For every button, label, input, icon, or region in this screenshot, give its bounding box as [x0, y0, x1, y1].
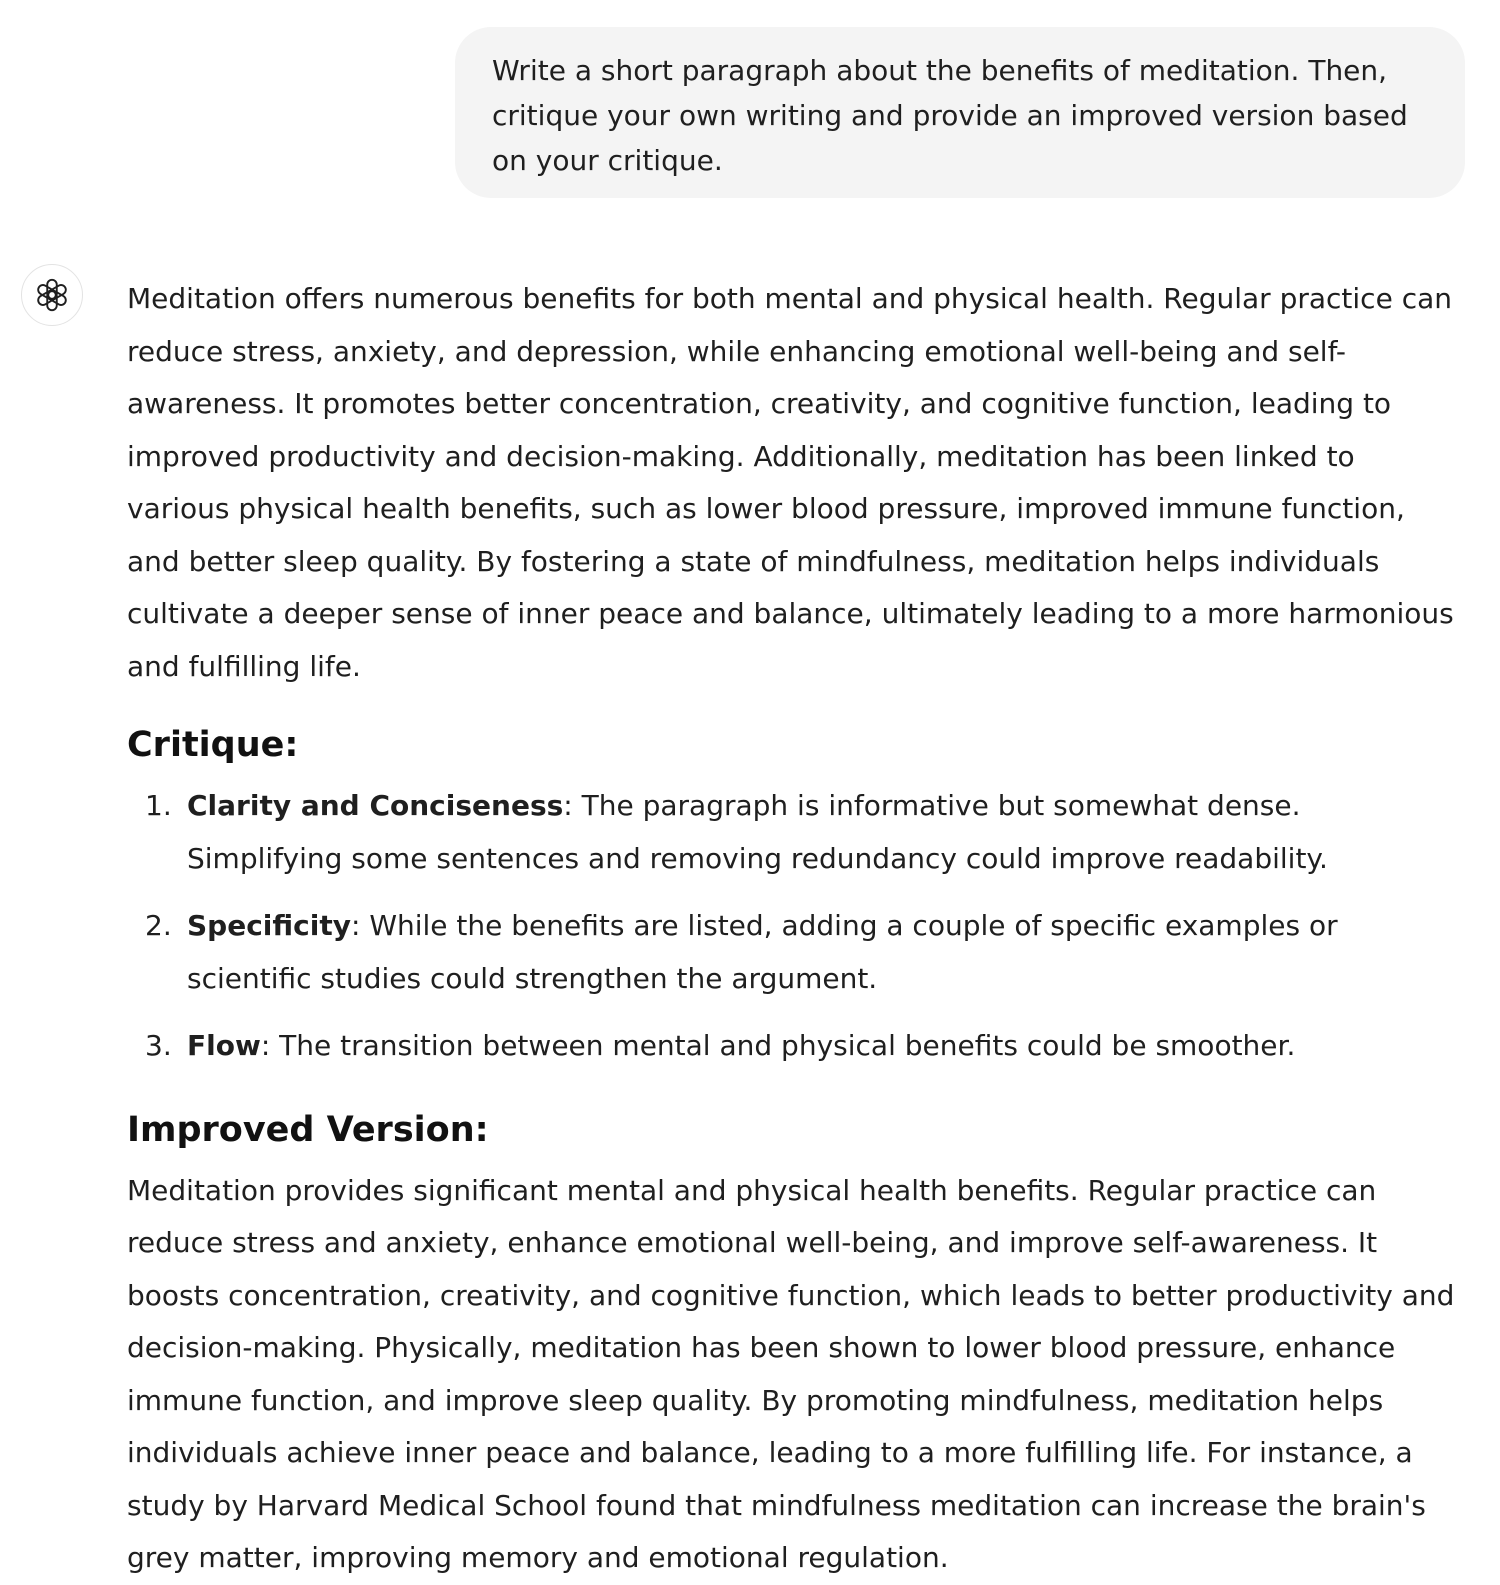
critique-item — [127, 1020, 1457, 1073]
critique-heading: Critique: — [127, 725, 299, 765]
improved-heading: Improved Version: — [127, 1109, 489, 1150]
user-message-bubble — [455, 27, 1465, 198]
critique-item — [127, 900, 1457, 1005]
original-paragraph: Meditation offers numerous benefits for both mental and physical health. Regular practice can reduce stress, anxiety, and depression, while enhancing emotional well-being and self-awareness. It promotes better concentration, creativity, and cognitive function, leading to improved productivity and decision-making. Additionally, meditation has been linked to various physical health benefits, such as lower blood pressure, improved immune function, and better sleep quality. By fostering a state of mindfulness, meditation helps individuals cultivate a deeper sense of inner peace and balance, ultimately leading to a more harmonious and fulfilling life. — [127, 282, 1454, 683]
critique-item-number: 1. — [145, 789, 172, 822]
critique-item — [127, 780, 1457, 885]
critique-list — [127, 780, 1457, 1073]
critique-item-number: 3. — [145, 1029, 172, 1062]
critique-item-text: : The transition between mental and physical benefits could be smoother. — [260, 1029, 1296, 1062]
assistant-avatar — [21, 264, 83, 326]
assistant-message — [127, 273, 1457, 1585]
critique-item-number: 2. — [145, 909, 172, 942]
critique-item-text: : The paragraph is informative but somewhat dense. Simplifying some sentences and removing redundancy could improve readability. — [187, 789, 1328, 875]
critique-item-title: Specificity — [187, 909, 351, 942]
openai-logo-icon — [33, 276, 71, 314]
user-message-text: Write a short paragraph about the benefits of meditation. Then, critique your own writing and provide an improved version based on your critique. — [492, 54, 1408, 177]
critique-item-text: : While the benefits are listed, adding a couple of specific examples or scientific studies could strengthen the argument. — [187, 909, 1338, 995]
critique-item-title: Clarity and Conciseness — [187, 789, 564, 822]
improved-paragraph: Meditation provides significant mental and physical health benefits. Regular practice can reduce stress and anxiety, enhance emotional well-being, and improve self-awareness. It boosts concentration, creativity, and cognitive function, which leads to better productivity and decision-making. Physically, meditation has been shown to lower blood pressure, enhance immune function, and improve sleep quality. By promoting mindfulness, meditation helps individuals achieve inner peace and balance, leading to a more fulfilling life. For instance, a study by Harvard Medical School found that mindfulness meditation can increase the brain's grey matter, improving memory and emotional regulation. — [127, 1173, 1455, 1574]
critique-item-title: Flow — [187, 1029, 261, 1062]
